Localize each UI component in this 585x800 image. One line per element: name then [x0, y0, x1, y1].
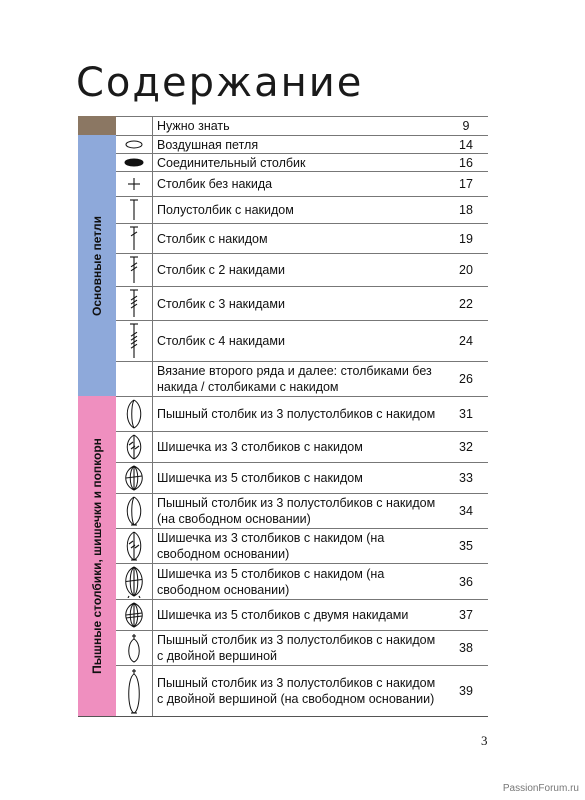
- toc-entry-text: Шишечка из 5 столбиков с двумя накидами: [157, 608, 409, 622]
- treble-crochet-icon: [116, 254, 153, 286]
- toc-section-basic-stitches: [78, 135, 488, 396]
- double-treble-icon: [116, 287, 153, 320]
- section-label: Основные петли: [90, 215, 104, 316]
- toc-entry-page: 17: [459, 177, 473, 191]
- toc-entry-page: 31: [459, 407, 473, 421]
- toc-entry-page: 34: [459, 504, 473, 518]
- toc-row[interactable]: [116, 196, 488, 223]
- toc-entry-page: 38: [459, 641, 473, 655]
- toc-entry-page: 37: [459, 608, 473, 622]
- toc-row[interactable]: [116, 135, 488, 153]
- toc-row[interactable]: [116, 396, 488, 431]
- bobble-5-icon: [116, 463, 153, 493]
- toc-row[interactable]: [116, 153, 488, 171]
- toc-entry-text: Пышный столбик из 3 полустолбиков с накидом: [157, 407, 436, 421]
- toc-row[interactable]: [116, 630, 488, 665]
- puff-3-double-top-icon: [116, 631, 153, 665]
- toc-row[interactable]: [116, 599, 488, 630]
- toc-entry-text: Нужно знать: [157, 119, 230, 133]
- toc-entry-text: Столбик с 2 накидами: [157, 263, 285, 277]
- toc-entry-page: 20: [459, 263, 473, 277]
- triple-treble-icon: [116, 321, 153, 361]
- toc-row[interactable]: [116, 320, 488, 361]
- toc-entry-text: Пышный столбик из 3 полустолбиков с накидом с двойной вершиной: [157, 633, 436, 663]
- toc-row[interactable]: [116, 171, 488, 196]
- page-number: 3: [481, 733, 488, 748]
- toc-entry-text: Шишечка из 3 столбиков с накидом: [157, 440, 363, 454]
- section-color-band: [78, 116, 116, 135]
- toc-entry-text: Соединительный столбик: [157, 155, 306, 170]
- toc-row[interactable]: [116, 665, 488, 716]
- toc-row[interactable]: [116, 361, 488, 396]
- watermark: PassionForum.ru: [502, 783, 579, 794]
- toc-entry-page: 18: [459, 203, 473, 217]
- toc-entry-text: Полустолбик с накидом: [157, 203, 294, 217]
- section-label-band: [78, 396, 116, 716]
- toc-entry-text: Воздушная петля: [157, 137, 259, 152]
- toc-entry-text: Пышный столбик из 3 полустолбиков с накидом с двойной вершиной (на свободном основании): [157, 676, 436, 706]
- toc-row[interactable]: [116, 431, 488, 462]
- toc-entry-page: 32: [459, 440, 473, 454]
- empty-icon-cell: [116, 362, 153, 396]
- section-label: Пышные столбики, шишечки и попкорн: [90, 438, 104, 674]
- toc-section-puff-stitches: [78, 396, 488, 716]
- toc-row[interactable]: [116, 223, 488, 253]
- bobble-5-free-icon: [116, 564, 153, 599]
- toc-entry-page: 26: [459, 372, 473, 386]
- half-double-crochet-icon: [116, 197, 153, 223]
- single-crochet-icon: [116, 172, 153, 196]
- puff-3-double-top-free-icon: [116, 666, 153, 716]
- toc-entry-text: Шишечка из 5 столбиков с накидом (на свободном основании): [157, 566, 385, 597]
- toc-entry-text: Шишечка из 3 столбиков с накидом (на свободном основании): [157, 531, 385, 561]
- toc-entry-text: Шишечка из 5 столбиков с накидом: [157, 471, 363, 485]
- toc-row[interactable]: [116, 563, 488, 599]
- slip-stitch-icon: [116, 154, 153, 171]
- bobble-3-free-icon: [116, 529, 153, 563]
- empty-icon-cell: [116, 117, 153, 135]
- toc-entry-text: Пышный столбик из 3 полустолбиков с накидом (на свободном основании): [157, 496, 436, 526]
- bobble-3-icon: [116, 432, 153, 462]
- toc-entry-page: 33: [459, 471, 473, 485]
- section-label-band: [78, 135, 116, 396]
- toc-entry-text: Столбик с 3 накидами: [157, 296, 285, 311]
- toc-row[interactable]: [116, 253, 488, 286]
- page-title: Содержание: [76, 60, 364, 106]
- chain-stitch-icon: [116, 136, 153, 153]
- toc-entry-page: 22: [459, 296, 473, 311]
- bobble-5-double-icon: [116, 600, 153, 630]
- toc-entry-page: 16: [459, 155, 473, 170]
- toc-entry-page: 14: [459, 137, 473, 152]
- table-of-contents: [78, 116, 488, 717]
- toc-entry-page: 36: [459, 574, 473, 589]
- toc-row[interactable]: [116, 286, 488, 320]
- toc-row[interactable]: [116, 462, 488, 493]
- puff-3-icon: [116, 397, 153, 431]
- toc-entry-page: 19: [459, 231, 473, 246]
- toc-entry-page: 9: [462, 119, 470, 133]
- puff-3-free-icon: [116, 494, 153, 528]
- toc-intro-section: [78, 116, 488, 135]
- double-crochet-icon: [116, 224, 153, 253]
- toc-row[interactable]: [116, 493, 488, 528]
- toc-entry-text: Вязание второго ряда и далее: столбиками без накида / столбиками с накидом: [157, 364, 432, 394]
- toc-entry-page: 24: [459, 334, 473, 348]
- toc-entry-text: Столбик без накида: [157, 177, 273, 191]
- toc-row[interactable]: [116, 528, 488, 563]
- toc-entry-text: Столбик с 4 накидами: [157, 334, 285, 348]
- toc-entry-page: 39: [459, 684, 473, 698]
- toc-entry-text: Столбик с накидом: [157, 231, 268, 246]
- toc-row[interactable]: [116, 116, 488, 135]
- toc-entry-page: 35: [459, 539, 473, 553]
